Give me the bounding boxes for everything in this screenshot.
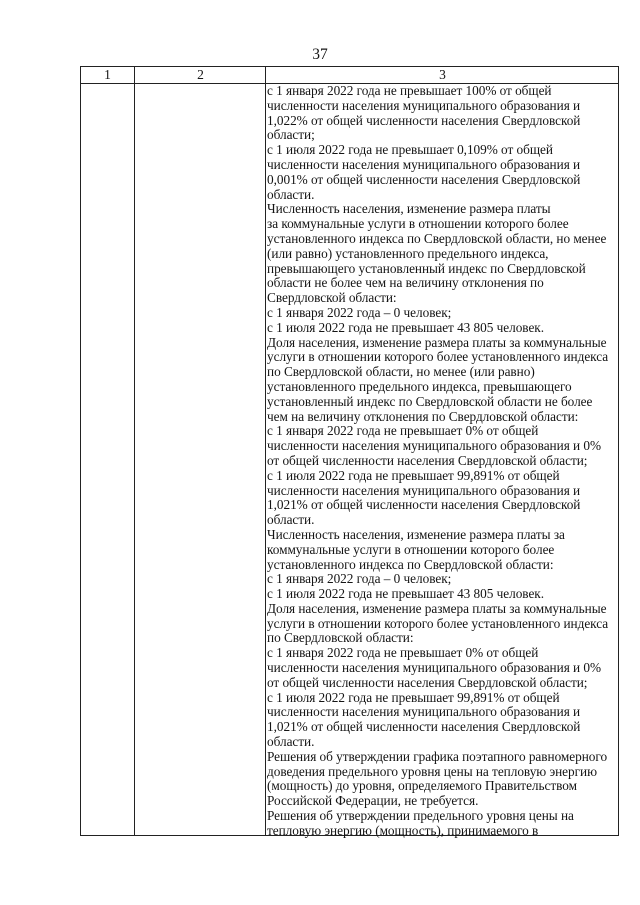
text-line: с 1 января 2022 года не превышает 0% от общей [267, 645, 539, 661]
text-line: Доля населения, изменение размера платы за коммунальные [267, 334, 607, 350]
column-divider-2 [265, 67, 266, 835]
text-line: чем на величину отклонения по Свердловской области: [267, 408, 579, 424]
text-line: численности населения муниципального образования и [267, 156, 581, 172]
table-header-row [81, 67, 618, 84]
text-line: Численность населения, изменение размера платы [267, 201, 551, 217]
text-line: от общей численности населения Свердловской области; [267, 674, 588, 690]
text-line: области. [267, 734, 315, 750]
header-col-2: 2 [197, 67, 204, 82]
text-line: тепловую энергию (мощность), принимаемого в [267, 822, 539, 838]
text-line: численности населения муниципального образования и [267, 97, 581, 113]
text-line: с 1 июля 2022 года не превышает 43 805 человек. [267, 319, 544, 335]
text-line: установленного индекса по Свердловской области, но менее [267, 230, 607, 246]
text-line: с 1 января 2022 года – 0 человек; [267, 304, 452, 320]
column-3-cell-text [267, 84, 617, 839]
text-line: с 1 января 2022 года – 0 человек; [267, 571, 452, 587]
text-line: Решения об утверждении графика поэтапного равномерного [267, 748, 608, 764]
text-line: численности населения муниципального образования и [267, 482, 581, 498]
text-line: по Свердловской области, но менее (или равно) [267, 364, 535, 380]
text-line: услуги в отношении которого более установленного индекса [267, 349, 609, 365]
page-number: 37 [312, 46, 328, 63]
text-line: Численность населения, изменение размера платы за [267, 526, 565, 542]
text-line: области. [267, 186, 315, 202]
text-line: с 1 января 2022 года не превышает 100% от общей [267, 83, 552, 98]
text-line: Решения об утверждении предельного уровня цены на [267, 808, 574, 824]
text-line: с 1 января 2022 года не превышает 0% от общей [267, 423, 539, 439]
text-line: Российской Федерации, не требуется. [267, 793, 479, 809]
text-line: установленного предельного индекса, превышающего [267, 378, 572, 394]
text-line: 1,021% от общей численности населения Свердловской [267, 719, 581, 735]
text-line: коммунальные услуги в отношении которого более [267, 541, 555, 557]
text-line: за коммунальные услуги в отношении которого более [267, 216, 569, 232]
header-col-1: 1 [104, 67, 111, 82]
text-line: от общей численности населения Свердловской области; [267, 452, 588, 468]
text-line: по Свердловской области: [267, 630, 414, 646]
text-line: Свердловской области: [267, 290, 397, 306]
text-line: 0,001% от общей численности населения Свердловской [267, 171, 581, 187]
text-line: доведения предельного уровня цены на тепловую энергию [267, 763, 597, 779]
text-line: установленного индекса по Свердловской области: [267, 556, 554, 572]
text-line: 1,021% от общей численности населения Свердловской [267, 497, 581, 513]
text-line: с 1 июля 2022 года не превышает 0,109% от общей [267, 142, 553, 158]
text-line: с 1 июля 2022 года не превышает 99,891% от общей [267, 689, 560, 705]
text-line: области не более чем на величину отклонения по [267, 275, 544, 291]
header-col-3: 3 [439, 67, 446, 82]
text-line: (мощность) до уровня, определяемого Правительством [267, 778, 577, 794]
text-line: 1,022% от общей численности населения Свердловской [267, 112, 581, 128]
text-line: Доля населения, изменение размера платы за коммунальные [267, 600, 607, 616]
column-divider-1 [134, 67, 135, 835]
text-line: с 1 июля 2022 года не превышает 43 805 человек. [267, 586, 544, 602]
document-table [80, 66, 619, 836]
text-line: области; [267, 127, 315, 143]
text-line: области. [267, 512, 315, 528]
text-line: численности населения муниципального образования и 0% [267, 660, 601, 676]
text-line: численности населения муниципального образования и [267, 704, 581, 720]
text-line: численности населения муниципального образования и 0% [267, 438, 601, 454]
text-line: услуги в отношении которого более установленного индекса [267, 615, 609, 631]
text-line: (или равно) установленного предельного индекса, [267, 245, 549, 261]
text-line: превышающего установленный индекс по Свердловской [267, 260, 586, 276]
text-line: установленный индекс по Свердловской области не более [267, 393, 593, 409]
text-line: с 1 июля 2022 года не превышает 99,891% от общей [267, 467, 560, 483]
